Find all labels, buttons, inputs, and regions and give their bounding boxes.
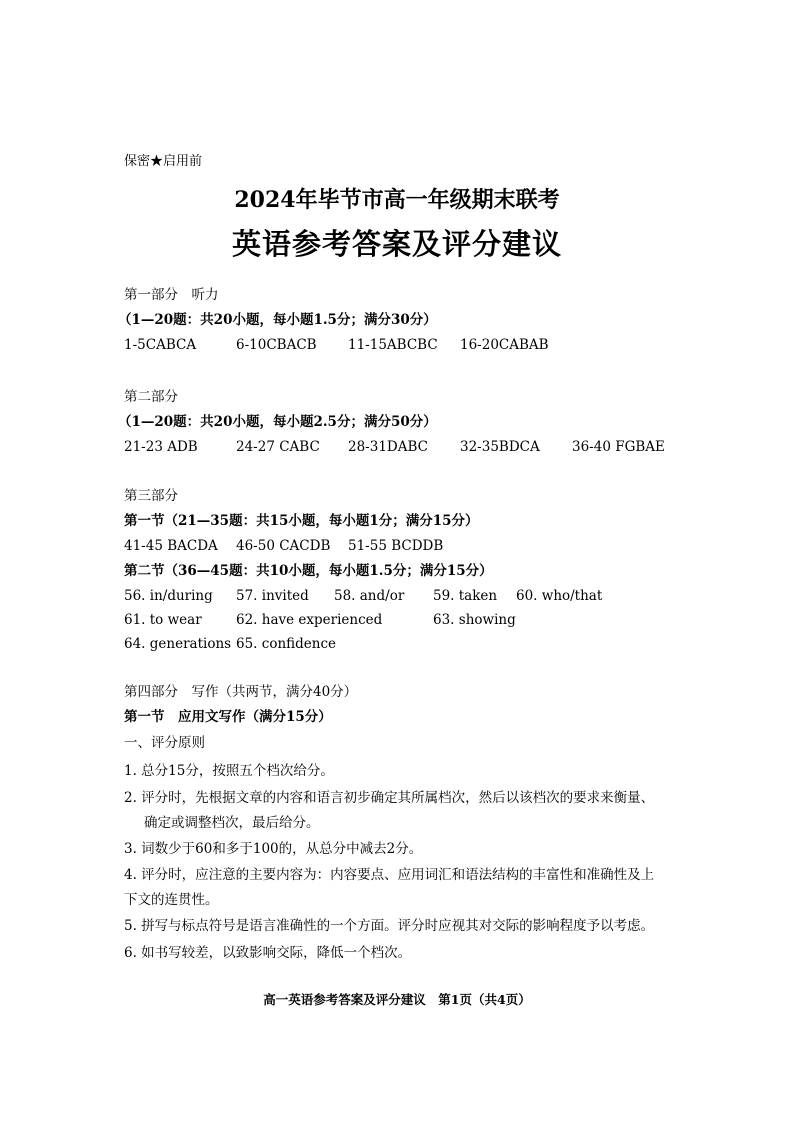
answer-group: 46-50 CACDB <box>236 538 331 554</box>
answer-item: 60. who/that <box>516 588 603 604</box>
page-footer: 高一英语参考答案及评分建议 第1页（共4页） <box>263 992 531 1007</box>
answer-group: 21-23 ADB <box>124 439 198 455</box>
part3-section2-row1 <box>124 587 724 605</box>
part2-heading: 第二部分 <box>124 389 178 405</box>
part2-note: （1—20题：共20小题，每小题2.5分；满分50分） <box>118 414 437 430</box>
principles-title: 一、评分原则 <box>124 735 205 751</box>
answer-group: 1-5CABCA <box>124 337 197 353</box>
answer-item: 62. have experienced <box>236 612 383 628</box>
part1-heading: 第一部分 听力 <box>124 287 219 303</box>
part4-heading: 第四部分 写作（共两节，满分40分） <box>124 684 358 700</box>
principle-item: 6. 如书写较差，以致影响交际，降低一个档次。 <box>124 945 412 961</box>
principle-item: 5. 拼写与标点符号是语言准确性的一个方面。评分时应视其对交际的影响程度予以考虑。 <box>124 918 655 934</box>
part3-section2-row2 <box>124 611 724 629</box>
answer-group: 11-15ABCBC <box>348 337 438 353</box>
answer-group: 51-55 BCDDB <box>348 538 444 554</box>
answer-item: 57. invited <box>236 588 309 604</box>
principle-item: 4. 评分时，应注意的主要内容为：内容要点、应用词汇和语法结构的丰富性和准确性及上 <box>124 867 655 883</box>
answer-item: 65. confidence <box>236 636 337 652</box>
answer-item: 58. and/or <box>334 588 405 604</box>
principle-item-continued: 下文的连贯性。 <box>124 892 219 908</box>
principle-item-continued: 确定或调整档次，最后给分。 <box>144 815 320 831</box>
answer-group: 6-10CBACB <box>236 337 317 353</box>
answer-group: 36-40 FGBAE <box>572 439 665 455</box>
part4-section1-heading: 第一节 应用文写作（满分15分） <box>124 709 332 725</box>
exam-title: 2024年毕节市高一年级期末联考 <box>234 187 560 213</box>
answer-item: 63. showing <box>433 612 516 628</box>
part3-section1-note: 第一节（21—35题：共15小题，每小题1分；满分15分） <box>124 513 479 529</box>
part1-answers <box>124 336 724 354</box>
answer-group: 24-27 CABC <box>236 439 320 455</box>
part1-note: （1—20题：共20小题，每小题1.5分；满分30分） <box>118 312 437 328</box>
principle-item: 1. 总分15分，按照五个档次给分。 <box>124 763 334 779</box>
answer-group: 32-35BDCA <box>460 439 540 455</box>
principle-item: 3. 词数少于60和多于100的，从总分中减去2分。 <box>124 841 423 857</box>
answer-item: 61. to wear <box>124 612 202 628</box>
answer-group: 28-31DABC <box>348 439 428 455</box>
part3-section2-note: 第二节（36—45题：共10小题，每小题1.5分；满分15分） <box>124 563 493 579</box>
answer-item: 64. generations <box>124 636 232 652</box>
principle-item: 2. 评分时，先根据文章的内容和语言初步确定其所属档次，然后以该档次的要求来衡量、 <box>124 790 655 806</box>
part3-section1-answers <box>124 537 724 555</box>
confidential-label: 保密★启用前 <box>124 154 203 169</box>
part3-heading: 第三部分 <box>124 488 178 504</box>
answer-group: 41-45 BACDA <box>124 538 218 554</box>
part3-section2-row3 <box>124 635 724 653</box>
part2-answers <box>124 438 724 456</box>
answer-group: 16-20CABAB <box>460 337 549 353</box>
document-title: 英语参考答案及评分建议 <box>231 227 562 261</box>
answer-item: 56. in/during <box>124 588 213 604</box>
answer-item: 59. taken <box>433 588 498 604</box>
